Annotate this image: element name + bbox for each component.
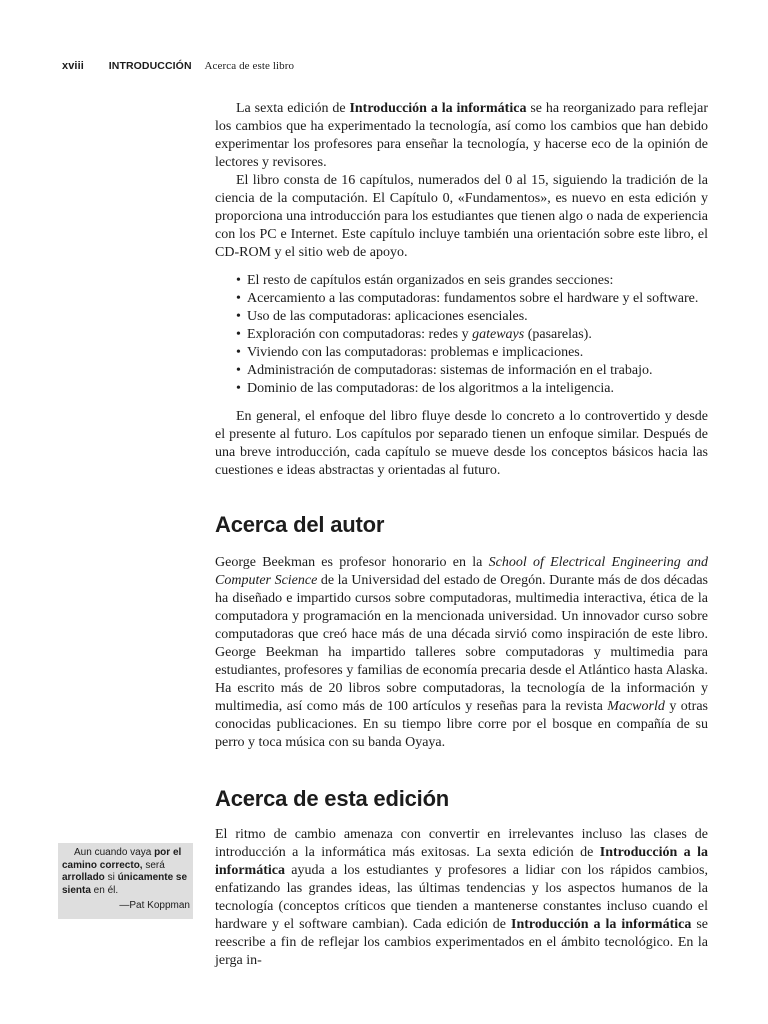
text-run: El ritmo de cambio amenaza con convertir en irrelevantes incluso las clases de introducción a la informática más exitosas. La sexta edición de [215,827,708,860]
text-run: Uso de las computadoras: aplicaciones esenciales. [247,309,528,324]
bold-text: únicamente se sienta [62,872,188,896]
text-run: y otras conocidas publicaciones. En su tiempo libre corre por el bosque en compañía de su perro y toca música con su banda Oyaya. [215,699,709,750]
section-title: INTRODUCCIÓN [108,60,192,72]
intro-paragraph [215,172,708,262]
list-item [236,326,708,344]
main-text-column [215,100,708,970]
text-run: El resto de capítulos están organizados en seis grandes secciones: [247,273,614,288]
running-head [62,60,294,72]
list-item [236,272,708,290]
sections-list [215,272,708,398]
intro-paragraph [215,100,708,172]
text-run: Acercamiento a las computadoras: fundamentos sobre el hardware y el software. [247,291,699,306]
intro-paragraph [215,408,708,480]
section-heading-edicion: Acerca de esta edición [215,786,450,811]
sidebar-quote-text [62,847,190,897]
autor-paragraph [215,554,708,752]
sidebar-quote-author: —Pat Koppman [119,900,190,911]
text-run: (pasarelas). [524,327,592,342]
italic-text: gateways [472,327,525,342]
text-run: El libro consta de 16 capítulos, numerados del 0 al 15, siguiendo la tradición de la ciencia de la computación. El Capítulo 0, «Fundamentos», es nuevo en esta edición y proporciona una introducción para los estudiantes que tienen algo o nada de experiencia con los PC e Internet. Este capítulo incluye también una orientación sobre este libro, el CD-ROM y el sitio web de apoyo. [215,173,708,260]
text-run: Aun cuando vaya [74,847,155,858]
list-item [236,362,708,380]
italic-text: School of Electrical Engineering and Computer Science [215,555,708,588]
text-run: de la Universidad del estado de Oregón. Durante más de dos décadas ha diseñado e impartido cursos sobre computadoras, multimedia interactiva, ética de la computadora y programación en la mencionada universidad. Un innovador curso sobre computadoras que creó hace más de una década sirvió como inspiración de este libro. George Beekman ha impartido talleres sobre computadoras y multimedia para estudiantes, profesores y familias de economía precaria desde el Atlántico hasta Alaska. Ha escrito más de 20 libros sobre computadoras, la tecnología de la información y multimedia, así como más de 100 artículos y reseñas para la revista [215,573,708,714]
bold-text: Introducción a la informática [511,917,692,932]
page-number: xviii [62,60,84,72]
text-run: se reescribe a fin de reflejar los cambios experimentados en el ámbito tecnológico. En la jerga in- [215,917,708,968]
text-run: se ha reorganizado para reflejar los cambios que ha experimentado la tecnología, así como los cambios que han debido experimentar los profesores para enseñar la tecnología, y hacerse eco de la opinión de lectores y revisores. [215,101,708,170]
list-item [236,308,708,326]
edicion-paragraph [215,826,708,970]
italic-text: Macworld [607,699,665,714]
text-run: En general, el enfoque del libro fluye desde lo concreto a lo controvertido y desde el presente al futuro. Los capítulos por separado tienen un enfoque similar. Después de una breve introducción, cada capítulo se mueve desde los conceptos básicos hacia las cuestiones e ideas abstractas y orientadas al futuro. [215,409,708,478]
text-run: será [142,859,165,871]
list-item [236,380,708,398]
list-item [236,344,708,362]
list-item [236,290,708,308]
text-run: en él. [90,884,119,896]
bold-text: por el camino correcto, [62,847,182,871]
text-run: Administración de computadoras: sistemas de información en el trabajo. [247,363,653,378]
bold-text: arrollado [62,872,105,883]
text-run: si [104,872,118,883]
bold-text: Introducción a la informática [349,101,527,116]
text-run: La sexta edición de [236,101,350,116]
text-run: Exploración con computadoras: redes y [247,327,473,342]
text-run: Viviendo con las computadoras: problemas e implicaciones. [247,345,584,360]
text-run: ayuda a los estudiantes y profesores a lidiar con los rápidos cambios, enfatizando las grandes ideas, las últimas tendencias y los aspectos humanos de la tecnología (conceptos críticos que tienden a mantenerse constantes incluso cuando el hardware y el software cambian). Cada edición de [215,863,708,932]
text-run: George Beekman es profesor honorario en la [215,555,489,570]
sidebar-quote-box [58,843,193,919]
bold-text: Introducción a la informática [215,845,708,878]
section-heading-autor: Acerca del autor [215,512,385,537]
subsection-title: Acerca de este libro [204,60,295,72]
text-run: Dominio de las computadoras: de los algoritmos a la inteligencia. [247,381,615,396]
